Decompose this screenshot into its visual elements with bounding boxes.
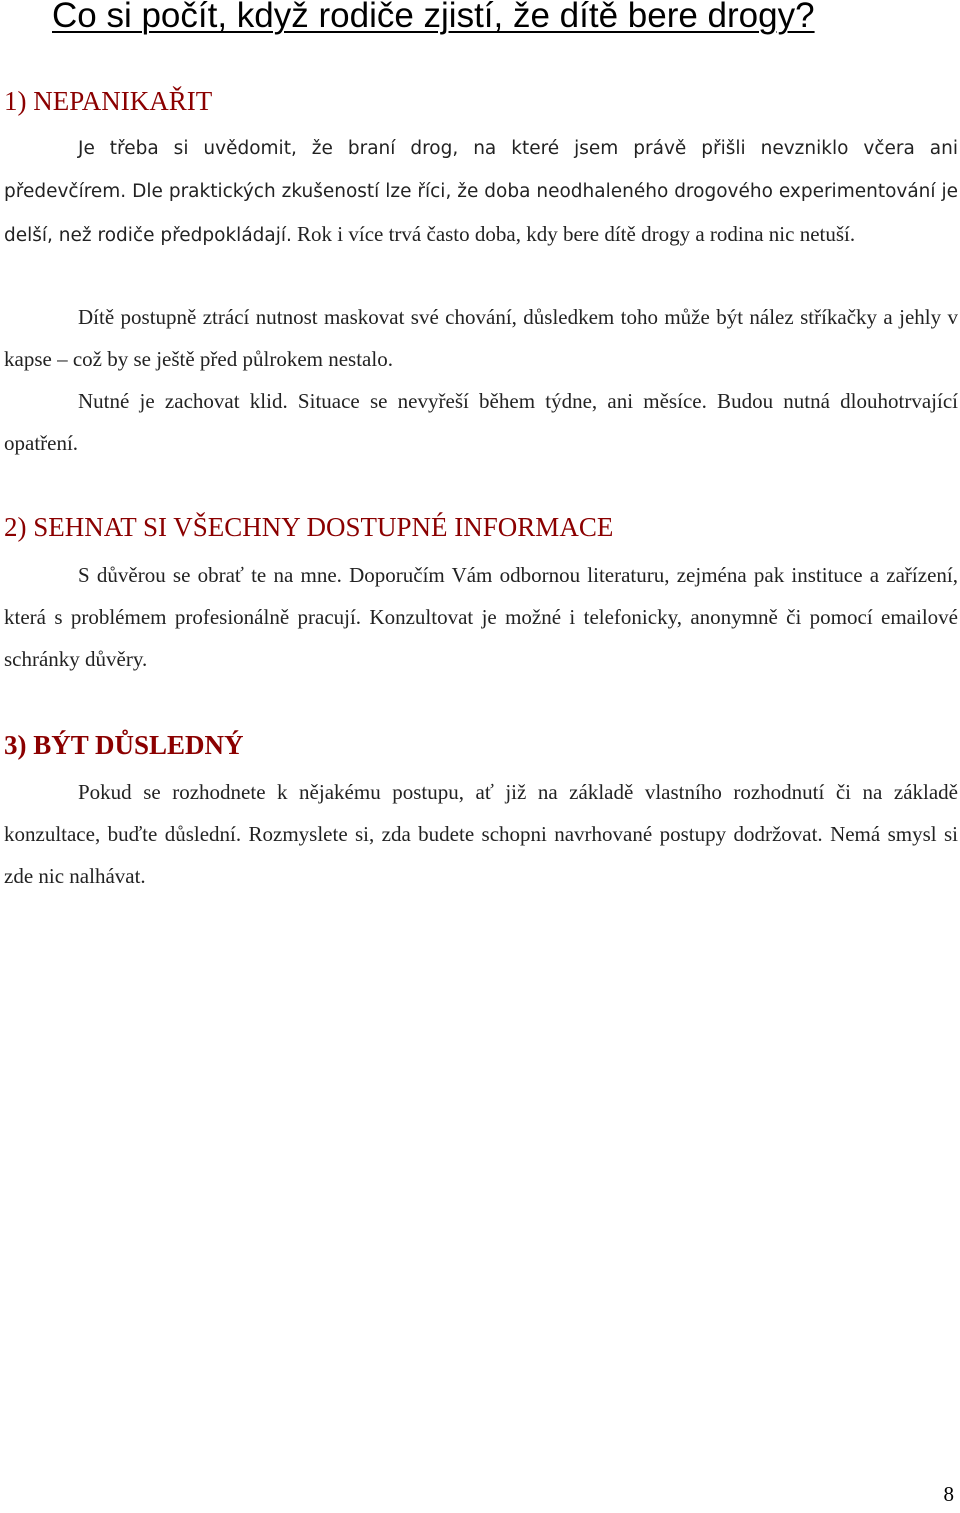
section-heading-3: 3) BÝT DŮSLEDNÝ bbox=[4, 730, 244, 760]
section-3-paragraph-1: Pokud se rozhodnete k nějakému postupu, ať již na základě vlastního rozhodnutí či na základě konzultace, buďte důslední. Rozmyslete si, zda budete schopni navrhované postupy dodržovat. Nemá smysl si zde nic nalhávat. bbox=[4, 780, 958, 888]
section-heading-1: 1) NEPANIKAŘIT bbox=[4, 86, 213, 116]
section-1-paragraph-1-text-a: Je třeba si uvědomit, že braní drog, na které jsem právě přišli nevzniklo včera ani předevčírem. Dle praktických zkušeností lze říci, že doba neodhaleného drogového experimentování je delší, než rodiče předpokládají. bbox=[4, 138, 958, 246]
section-1-paragraph-1 bbox=[4, 127, 958, 257]
section-heading-2: 2) SEHNAT SI VŠECHNY DOSTUPNÉ INFORMACE bbox=[4, 512, 614, 542]
page-title: Co si počít, když rodiče zjistí, že dítě bere drogy? bbox=[52, 0, 815, 35]
section-1-paragraph-1-text-b: Rok i více trvá často doba, kdy bere dítě drogy a rodina nic netuší. bbox=[297, 222, 856, 246]
section-2-paragraph-1: S důvěrou se obrať te na mne. Doporučím Vám odbornou literaturu, zejména pak instituce a zařízení, která s problémem profesionálně pracují. Konzultovat je možné i telefonicky, anonymně či pomocí emailové schránky důvěry. bbox=[4, 563, 958, 671]
section-1-paragraph-3: Nutné je zachovat klid. Situace se nevyřeší během týdne, ani měsíce. Budou nutná dlouhotrvající opatření. bbox=[4, 389, 958, 455]
section-1-paragraph-2: Dítě postupně ztrácí nutnost maskovat své chování, důsledkem toho může být nález stříkačky a jehly v kapse – což by se ještě před půlrokem nestalo. bbox=[4, 305, 958, 371]
page-number: 8 bbox=[943, 1482, 954, 1506]
